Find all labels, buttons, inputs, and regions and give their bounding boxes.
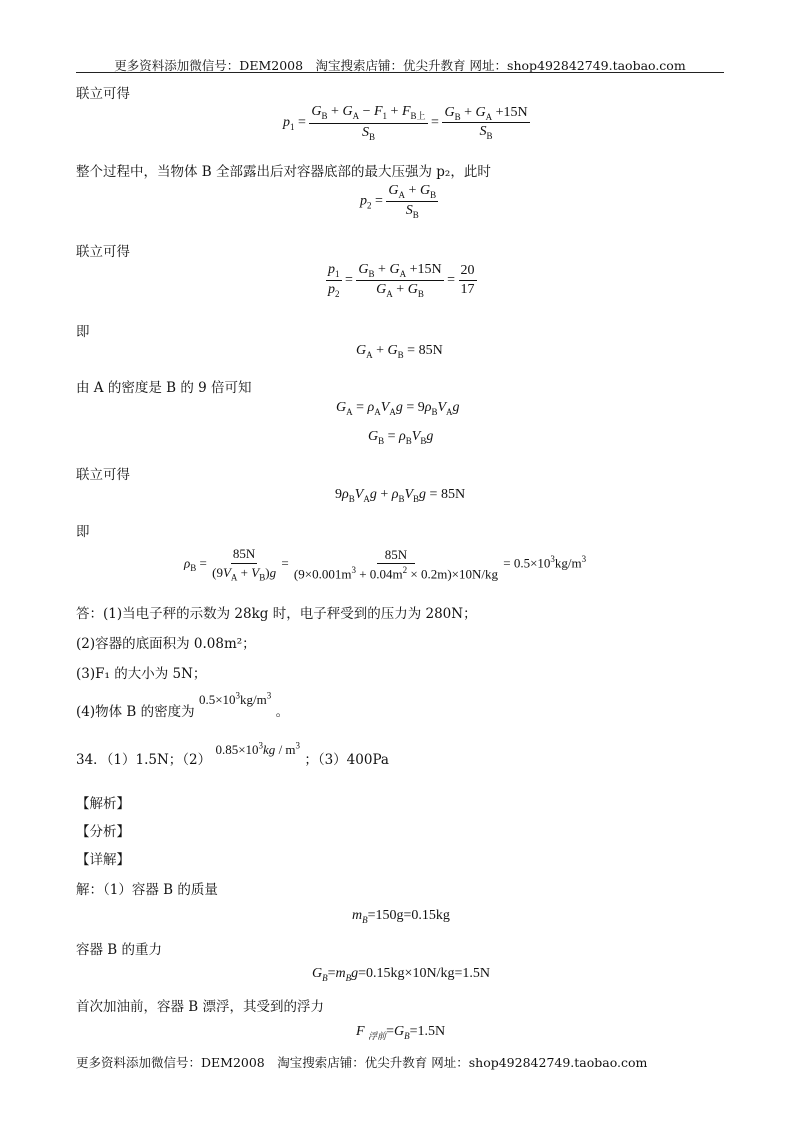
text-line: 整个过程中，当物体 B 全部露出后对容器底部的最大压强为 p₂，此时 — [76, 164, 491, 180]
equation-sum: $G_A + G_B = 85N$ — [356, 343, 443, 360]
equation-p1: $p_1$ = $\frac{G_B + G_A - F_1 + F_{B上}}{S_B}$ = $\frac{G_B + G_A +15N}{S_B}$ — [283, 104, 528, 142]
text-line: 即 — [76, 524, 90, 540]
equation-gbweight: $G_B=m_Bg=0.15kg\times 10N/kg=1.5N$ — [312, 966, 490, 983]
header-rule — [76, 72, 724, 73]
equation-combined: $9\rho_BV_Ag + \rho_BV_Bg = 85N$ — [335, 487, 466, 504]
answer-line: (2)容器的底面积为 0.08m²； — [76, 636, 256, 652]
equation-gb: $G_B = \rho_BV_Bg$ — [368, 429, 434, 446]
equation-p2: $p_2$ = $\frac{G_A + G_B}{S_B}$ — [360, 183, 437, 220]
text-line: 即 — [76, 324, 90, 340]
answer-line: 答：(1)当电子秤的示数为 28kg 时，电子秤受到的压力为 280N； — [76, 606, 477, 622]
equation-density: $\rho_B$ = $\frac{85N}{(9V_A + V_B)g}$ = $\frac{85N}{(9\times 0.001m^3 + 0.04m^2 \times 0.2m)\times 10N/kg}$ = $0.5\times 10^3kg/m^3$ — [184, 546, 587, 583]
equation-ga: $G_A = \rho_AV_Ag = 9\rho_BV_Ag$ — [336, 400, 460, 417]
text-line: 联立可得 — [76, 244, 130, 260]
text-line: 由 A 的密度是 B 的 9 倍可知 — [76, 380, 252, 396]
section-jiexi: 【解析】 — [76, 796, 130, 812]
answer-line: (4)物体 B 的密度为 $0.5\times 10^3kg/m^3$ 。 — [76, 690, 290, 720]
page-header: 更多资料添加微信号：DEM2008 淘宝搜索店铺：优尖升教育 网址：shop492842749.taobao.com — [114, 58, 686, 73]
question-34: 34．（1）1.5N；（2） $0.85\times 10^3kg / m^3$ ；（3）400Pa — [76, 740, 389, 768]
solution-line: 解：（1）容器 B 的质量 — [76, 882, 218, 898]
text-line: 联立可得 — [76, 467, 130, 483]
equation-ratio: $\frac{p_1}{p_2}$ = $\frac{G_B + G_A +15N}{G_A + G_B}$ = $\frac{20}{17}$ — [328, 262, 475, 299]
answer-line: (3)F₁ 的大小为 5N； — [76, 666, 207, 682]
section-xiangjie: 【详解】 — [76, 852, 130, 868]
equation-buoyancy: F $_{浮前}=G_B=1.5N$ — [356, 1024, 446, 1041]
solution-line: 容器 B 的重力 — [76, 942, 163, 958]
equation-mb: $m_B=150g=0.15kg$ — [352, 908, 450, 925]
page-footer: 更多资料添加微信号：DEM2008 淘宝搜索店铺：优尖升教育 网址：shop492842749.taobao.com — [76, 1055, 648, 1070]
text-line: 联立可得 — [76, 86, 130, 102]
solution-line: 首次加油前，容器 B 漂浮，其受到的浮力 — [76, 999, 325, 1015]
section-fenxi: 【分析】 — [76, 824, 130, 840]
